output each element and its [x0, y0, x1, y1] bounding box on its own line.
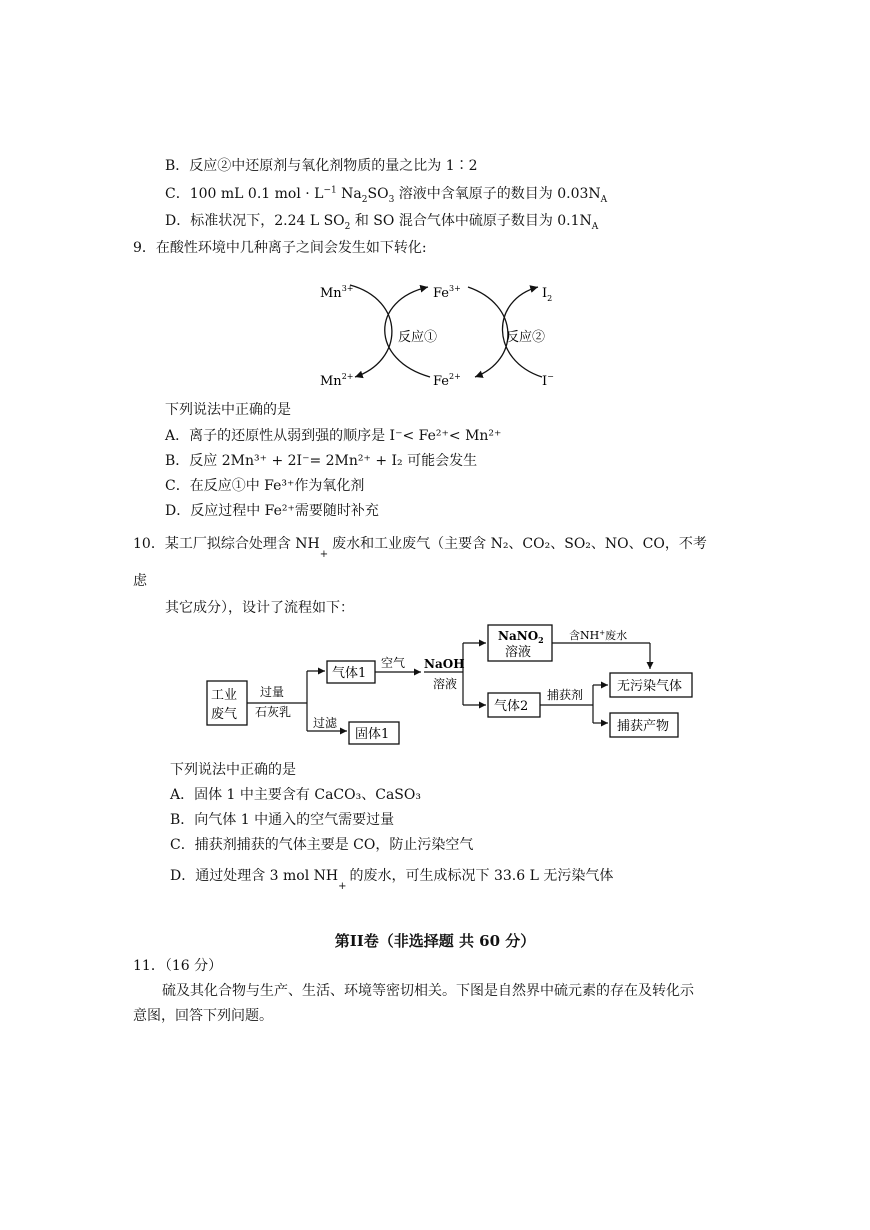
text-clean-gas: 无污染气体	[617, 679, 683, 694]
text-excess: 过量	[260, 685, 285, 699]
text-gas2: 气体2	[494, 699, 529, 714]
q9-option-b: B．反应 2Mn³⁺ + 2I⁻= 2Mn²⁺ + I₂ 可能会发生	[165, 453, 478, 469]
text-lime: 石灰乳	[255, 705, 292, 719]
q10-option-b: B．向气体 1 中通入的空气需要过量	[170, 812, 395, 828]
text-solution: 溶液	[433, 677, 458, 691]
label-reaction1: 反应①	[398, 330, 438, 345]
q9-option-a: A．离子的还原性从弱到强的顺序是 I⁻< Fe²⁺< Mn²⁺	[165, 428, 502, 444]
text-nano2: NaNO$_2$	[498, 629, 544, 645]
q11-text-1: 硫及其化合物与生产、生活、环境等密切相关。下图是自然界中硫元素的存在及转化示	[162, 983, 694, 999]
q10-flow-diagram	[195, 615, 705, 750]
label-fe2: $Fe^{2+}$	[433, 372, 461, 389]
q9-prompt: 下列说法中正确的是	[165, 402, 291, 418]
q9-reaction-diagram	[310, 275, 570, 395]
q10-option-a: A．固体 1 中主要含有 CaCO₃、CaSO₃	[170, 787, 421, 803]
q11-text-2: 意图，回答下列问题。	[133, 1008, 273, 1024]
label-reaction2: 反应②	[506, 330, 546, 345]
text-air: 空气	[381, 656, 406, 670]
section-title: 第II卷（非选择题 共 60 分）	[334, 932, 536, 950]
q9-option-d: D．反应过程中 Fe²⁺需要随时补充	[165, 503, 379, 519]
q11-number: 11．（16 分）	[133, 958, 223, 974]
text-filter: 过滤	[313, 716, 338, 730]
q10-prompt: 下列说法中正确的是	[170, 762, 296, 778]
label-mn3: $Mn^{3+}$	[320, 284, 354, 301]
q10-option-d: D．通过处理含 3 mol $NH_+$的废水，可生成标况下 33.6 L 无污染气体	[170, 868, 614, 892]
q10-stem: 10．某工厂拟综合处理含 $NH_+$废水和工业废气（主要含 N₂、CO₂、SO₂、NO、CO，不考	[133, 536, 707, 560]
text-nh4-water: 含NH+废水	[569, 629, 628, 642]
text-capture-agent: 捕获剂	[547, 688, 584, 702]
q8-option-c: C．100 mL 0.1 mol · $L^{-1}$ $Na_2SO_3$ 溶液中含氧原子的数目为 $0.03N_A$	[165, 185, 608, 205]
text-nano2-solution: 溶液	[505, 645, 532, 660]
label-iminus: I−	[542, 372, 554, 389]
q10-stem-wrap: 虑	[133, 573, 147, 589]
q9-option-c: C．在反应①中 Fe³⁺作为氧化剂	[165, 478, 365, 494]
q9-stem: 9．在酸性环境中几种离子之间会发生如下转化:	[133, 240, 427, 256]
text-waste-gas-2: 废气	[211, 707, 238, 722]
q8-option-d: D．标准状况下，2.24 L $SO_2$ 和 SO 混合气体中硫原子数目为 $0.1N_A$	[165, 213, 599, 232]
text-waste-gas-1: 工业	[211, 688, 238, 703]
label-fe3: $Fe^{3+}$	[433, 284, 461, 301]
text-naoh: NaOH	[424, 657, 465, 671]
text-gas1: 气体1	[332, 666, 367, 681]
label-mn2: $Mn^{2+}$	[320, 372, 354, 389]
arc-mn	[350, 285, 392, 377]
text-capture-product: 捕获产物	[617, 719, 670, 734]
q10-option-c: C．捕获剂捕获的气体主要是 CO，防止污染空气	[170, 837, 474, 853]
text-solid1: 固体1	[355, 727, 390, 742]
label-i2: $I_2$	[542, 286, 553, 303]
q8-option-b: B．反应②中还原剂与氧化剂物质的量之比为 1∶2	[165, 158, 478, 174]
q10-stem2: 其它成分），设计了流程如下：	[165, 600, 354, 616]
